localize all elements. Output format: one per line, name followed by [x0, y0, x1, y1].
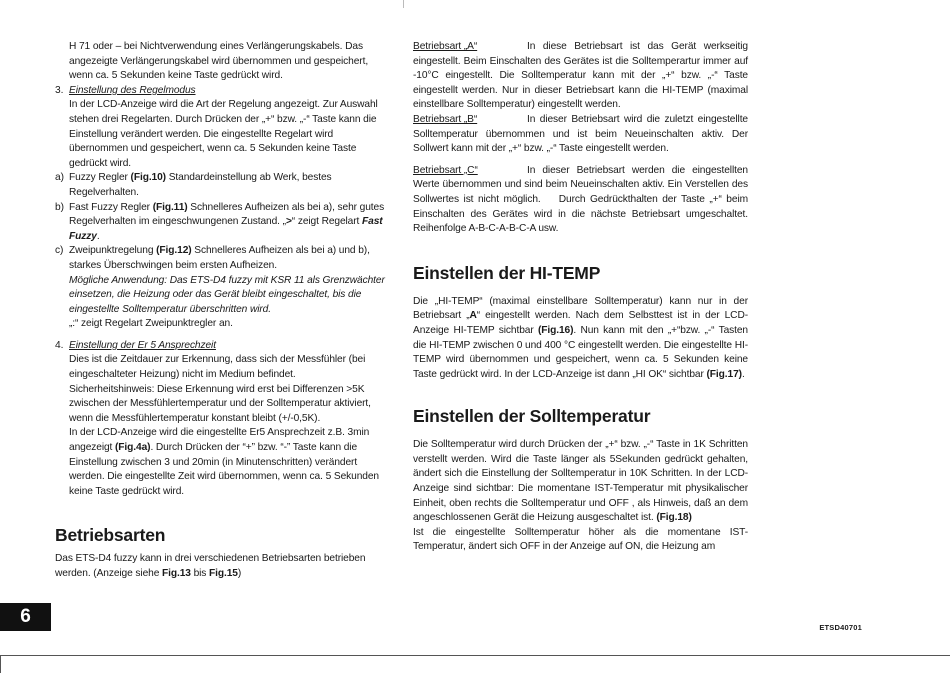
section-3-number: 3. — [55, 84, 64, 96]
list-item-b — [55, 201, 385, 245]
fig-ref-16: (Fig.16) — [537, 324, 574, 336]
mode-a — [413, 40, 748, 113]
text-fragment: Das ETS-D4 fuzzy kann in drei verschiedenen Betriebsarten betrieben werden. (Anzeige siehe — [55, 553, 366, 579]
text-fragment: Schnelleres Aufheizen als bei a) und b), starkes Überschwingen beim ersten Aufheizen. — [69, 245, 370, 271]
section-3 — [55, 84, 385, 172]
section-3-title: Einstellung des Regelmodus — [69, 84, 196, 96]
mode-c — [413, 164, 751, 237]
list-item-c-text — [69, 244, 385, 273]
text-fragment: In der LCD-Anzeige wird die eingestellte Er5 Ansprechzeit z.B. 3min angezeigt — [69, 427, 370, 454]
text-fragment: Standardeinstellung ab Werk, bestes Regelverhalten. — [69, 172, 332, 198]
fig-ref-4a: (Fig.4a) — [115, 442, 151, 454]
possible-application-note: Mögliche Anwendung: Das ETS-D4 fuzzy mit KSR 11 als Grenzwächter einsetzen, die Heizung oder das Gerät bleibt eingeschaltet, bis die eingestellte Solltemperatur überschritten wird. — [69, 274, 385, 315]
list-marker-a: a) — [55, 172, 64, 184]
text-fragment: . Durch Drücken der “+” bzw. “-” Taste kann die Einstellung zwischen 3 und 20min (in Minutenschritten) verändert werden. Die eingestellte Zeit wird übernommen, wenn ca. 5 Sekunden keine Taste gedrückt wird. — [69, 442, 379, 497]
hi-temp-text — [413, 295, 748, 383]
page-number: 6 — [20, 606, 31, 627]
top-crop-mark — [403, 0, 404, 8]
bottom-rule — [0, 655, 950, 656]
list-item-a — [55, 171, 385, 200]
text-fragment: ) — [237, 568, 242, 579]
fast-fuzzy-term: Fast Fuzzy — [69, 216, 383, 242]
list-item-b-text — [69, 201, 385, 245]
mode-a-label: Betriebsart „A“ — [413, 41, 478, 52]
text-fragment: “ eingestellt werden. Nach dem Selbsttest ist in der LCD-Anzeige HI-TEMP sichtbar — [413, 310, 748, 336]
text-fragment: “ zeigt Regelart — [291, 216, 363, 228]
section-4-text-3 — [69, 426, 385, 499]
text-fragment: Schnelleres Aufheizen als bei a), sehr gutes Regelverhalten im eingeschwungenen Zustand. „ — [69, 201, 385, 228]
bottom-left-tick — [0, 656, 1, 673]
page-number-badge — [0, 603, 51, 631]
section-4 — [55, 339, 385, 500]
section-4-number: 4. — [55, 339, 64, 351]
section-4-text-1: Dies ist die Zeitdauer zur Erkennung, dass sich der Messfühler (bei eingeschalteter Heizung) nicht im Medium befindet. — [69, 354, 366, 381]
solltemperatur-text-2: Ist die eingestellte Solltemperatur höher als die momentane IST-Temperatur, ändert sich OFF in der Anzeige auf ON, die Heizung am — [413, 526, 748, 553]
mode-b — [413, 113, 748, 157]
mode-c-text: In dieser Betriebsart werden die eingestellten Werte übernommen und sind beim Neueinschalten aktiv. Ein Verstellen des Sollwertes ist nicht möglich. Durch Gedrückthalten der Taste „+“ beim Einschalten des Gerätes wird in die nächste Betriebsart umgeschaltet. Reihenfolge A-B-C-A-B-C-A usw. — [413, 164, 751, 235]
mode-a-text: In diese Betriebsart ist das Gerät werkseitig eingestellt. Beim Einschalten des Gerätes ist die Solltemperartur immer auf -10°C eingestellt. Die Solltemperatur kann mit der „+“ bzw. „-“ Taste eingestellt werden. Nur in dieser Betriebsart kann die HI-TEMP (maximal einstellbare Solltemperatur) eingestellt werden. — [413, 41, 748, 111]
text-fragment: Die Solltemperatur wird durch Drücken der „+“ bzw. „-“ Taste in 1K Schritten verstellt werden. Wird die Taste länger als 5Sekunden gedrückt gehalten, ändert sich die Einstellung der Solltemperatur in 10K Schritten. In der LCD-Anzeige sind sichtbar: Die momentane IST-Temperatur mit physikalischer Einheit, oben rechts die Solltemperatur und OFF , als Hinweis, daß an dem angeschlossenen Gerät die Heizung ausgeschaltet ist. — [413, 439, 748, 524]
two-point-indicator-note: „:“ zeigt Regelart Zweipunktregler an. — [69, 318, 233, 330]
section-4-title: Einstellung der Er 5 Ansprechzeit — [69, 339, 216, 351]
symbol-fast-fuzzy: > — [285, 216, 292, 228]
fig-ref-10: (Fig.10) — [130, 172, 166, 184]
list-marker-b: b) — [55, 201, 64, 213]
text-fragment: Fast Fuzzy Regler — [69, 201, 153, 213]
list-marker-c: c) — [55, 245, 64, 257]
fig-ref-13: Fig.13 — [162, 568, 191, 579]
text-fragment: Die „HI-TEMP“ (maximal einstellbare Solltemperatur) kann nur in der Betriebsart „ — [413, 295, 748, 322]
text-fragment: . Nun kann mit den „+“bzw. „-“ Tasten die HI-TEMP zwischen 0 und 400 °C eingestellt werden. Die eingestellte HI-TEMP wird übernommen und gespeichert, wenn ca. 5 Sekunden keine Taste gedrückt wird. In der LCD-Anzeige ist dann „HI OK“ sichtbar — [413, 324, 748, 380]
solltemperatur-text — [413, 438, 748, 526]
right-column — [413, 40, 751, 555]
text-fragment: Zweipunktregelung — [69, 245, 157, 257]
fig-ref-18: (Fig.18) — [656, 512, 692, 524]
heading-solltemperatur: Einstellen der Solltemperatur — [413, 406, 651, 427]
heading-hi-temp: Einstellen der HI-TEMP — [413, 262, 601, 283]
paragraph-extension-cable: H 71 oder – bei Nichtverwendung eines Verlängerungskabels. Das angezeigte Verlängerungskabel wird übernommen und gespeichert, wenn ca. 5 Sekunden keine Taste gedrückt wird. — [69, 41, 369, 82]
text-fragment: Fuzzy Regler — [69, 172, 131, 184]
section-3-text: In der LCD-Anzeige wird die Art der Regelung angezeigt. Zur Auswahl stehen drei Regelarten. Durch Drücken der „+“ bzw. „-“ Taste kann die Einstellung verändert werden. Die eingestellte Regelart wird übernommen und gespeichert, wenn ca. 5 Sekunden keine Taste gedrückt wird. — [69, 99, 378, 169]
fig-ref-11: (Fig.11) — [152, 201, 188, 213]
list-item-c — [55, 244, 385, 332]
text-fragment: . — [96, 230, 100, 242]
mode-c-label: Betriebsart „C“ — [413, 164, 478, 176]
heading-betriebsarten: Betriebsarten — [55, 525, 166, 546]
mode-a-ref: A — [469, 310, 477, 322]
left-column — [55, 40, 385, 582]
document-code: ETSD40701 — [819, 623, 862, 632]
list-item-a-text — [69, 171, 385, 200]
betriebsarten-intro — [55, 552, 385, 581]
text-fragment: . — [741, 368, 745, 380]
mode-b-label: Betriebsart „B“ — [413, 113, 478, 125]
fig-ref-17: (Fig.17) — [706, 368, 742, 380]
fig-ref-12: (Fig.12) — [156, 245, 192, 257]
text-fragment: bis — [190, 568, 210, 579]
mode-b-text: In dieser Betriebsart wird die zuletzt eingestellte Solltemperatur übernommen und ist beim Neueinschalten aktiv. Der Sollwert kann mit der „+“ bzw. „-“ Taste eingestellt werden. — [413, 113, 748, 155]
fig-ref-15: Fig.15 — [209, 568, 238, 579]
section-4-safety-note: Sicherheitshinweis: Diese Erkennung wird erst bei Differenzen >5K zwischen der Messfühlertemperatur und der Solltemperatur aktiviert, wenn die Messfühlertemperatur konstant bleibt (+/-0,5K). — [69, 383, 371, 424]
